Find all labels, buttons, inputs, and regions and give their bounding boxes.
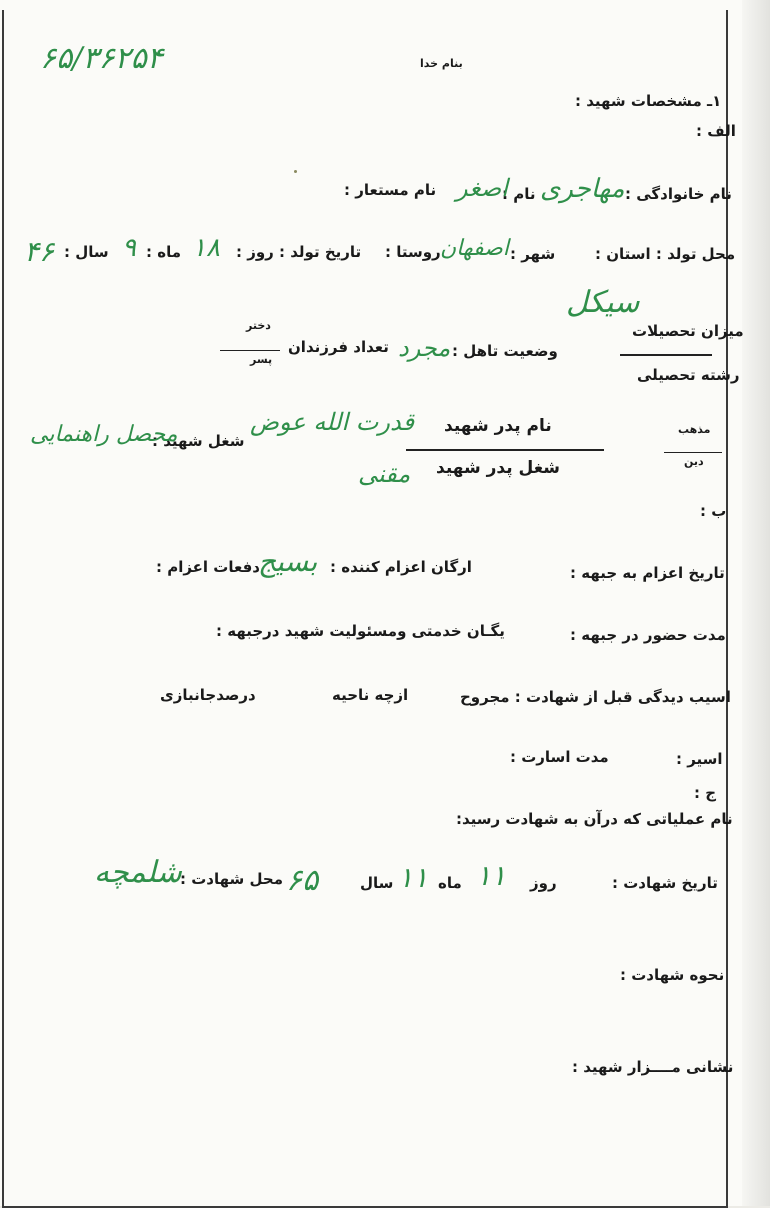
birth-date-label: تاریخ تولد : روز : (236, 243, 362, 261)
marital-label: وضعیت تاهل : (452, 342, 558, 360)
children-label: تعداد فرزندان (288, 338, 389, 356)
martyrdom-month-label: ماه (438, 874, 462, 892)
first-name-label: نام : (502, 185, 536, 203)
father-job-label: شغل پدر شهید (436, 458, 561, 478)
father-job-value: مقنی (358, 460, 411, 488)
section-b-heading: ب : (700, 502, 727, 520)
father-name-value: قدرت الله عوض (250, 408, 415, 436)
scan-edge (742, 0, 770, 1206)
birth-day-value: ۱۸ (192, 233, 220, 263)
birth-month-label: ماه : (146, 243, 181, 261)
field-of-study-label: رشته تحصیلی (637, 366, 740, 384)
family-name-label: نام خانوادگی : (625, 185, 732, 203)
education-divider (620, 354, 712, 356)
martyrdom-day-value: ۱۱ (476, 859, 507, 892)
village-label: روستا : (385, 243, 441, 261)
first-name-value: اصغر (456, 174, 508, 202)
birth-year-value: ۴۶ (24, 235, 55, 268)
son-label: پسر (250, 353, 273, 366)
martyrdom-place-value: شلمچه (94, 855, 182, 890)
martyrdom-date-label: تاریخ شهادت : (612, 874, 718, 892)
children-divider (220, 350, 280, 351)
operation-label: نام عملیاتی که درآن به شهادت رسید: (456, 810, 733, 828)
daughter-label: دختر (246, 319, 271, 332)
section-c-heading: ج : (694, 784, 717, 802)
religion-label: دین (684, 455, 704, 468)
sect-divider (664, 452, 722, 453)
birth-month-value: ۹ (122, 233, 136, 263)
front-duration-label: مدت حضور در جبهه : (570, 626, 726, 644)
alias-label: نام مستعار : (344, 181, 437, 199)
marital-value: مجرد (398, 334, 451, 362)
city-label: شهر : (510, 245, 556, 263)
city-value: اصفهان (440, 236, 509, 261)
martyrdom-day-label: روز (530, 874, 557, 892)
grave-address-label: نشانی مــــزار شهید : (572, 1058, 734, 1076)
section1-heading: ۱ـ مشخصات شهید : (575, 92, 722, 110)
martyrdom-year-value: ۶۵ (286, 863, 319, 898)
ink-speck (294, 170, 297, 173)
birth-year-label: سال : (64, 243, 109, 261)
father-name-underline (406, 449, 604, 451)
birthplace-label: محل تولد : استان : (595, 245, 736, 263)
education-label: میزان تحصیلات (632, 322, 744, 340)
disability-label: درصدجانبازی (160, 686, 256, 704)
dispatch-count-label: دفعات اعزام : (156, 558, 260, 576)
martyr-job-label: شغل شهید : (152, 432, 245, 450)
father-name-label: نام پدر شهید (444, 416, 552, 436)
unit-responsibility-label: یگـان خدمتی ومسئولیت شهید درجبهه : (216, 622, 505, 640)
part-a-label: الف : (696, 122, 736, 140)
file-number: ۶۵/۳۶۲۵۴ (40, 41, 163, 76)
injury-area-label: ازچه ناحیه (332, 686, 409, 704)
dispatching-org-value: بسیج (258, 545, 318, 578)
education-value: سیکل (566, 285, 640, 320)
martyrdom-manner-label: نحوه شهادت : (620, 966, 725, 984)
martyrdom-place-label: محل شهادت : (180, 870, 283, 888)
captivity-duration-label: مدت اسارت : (510, 748, 609, 766)
martyrdom-month-value: ۱۱ (398, 861, 429, 894)
captive-label: اسیر : (676, 750, 723, 768)
sect-label: مذهب (678, 423, 711, 436)
document-title: بنام خدا (420, 57, 463, 70)
injury-label: اسیب دیدگی قبل از شهادت : مجروح (460, 688, 731, 706)
dispatching-org-label: ارگان اعزام کننده : (330, 558, 472, 576)
martyr-job-value: محصل راهنمایی (30, 422, 178, 447)
family-name-value: مهاجری (540, 174, 625, 204)
martyrdom-year-label: سال (360, 874, 394, 892)
dispatch-date-label: تاریخ اعزام به جبهه : (570, 564, 725, 582)
